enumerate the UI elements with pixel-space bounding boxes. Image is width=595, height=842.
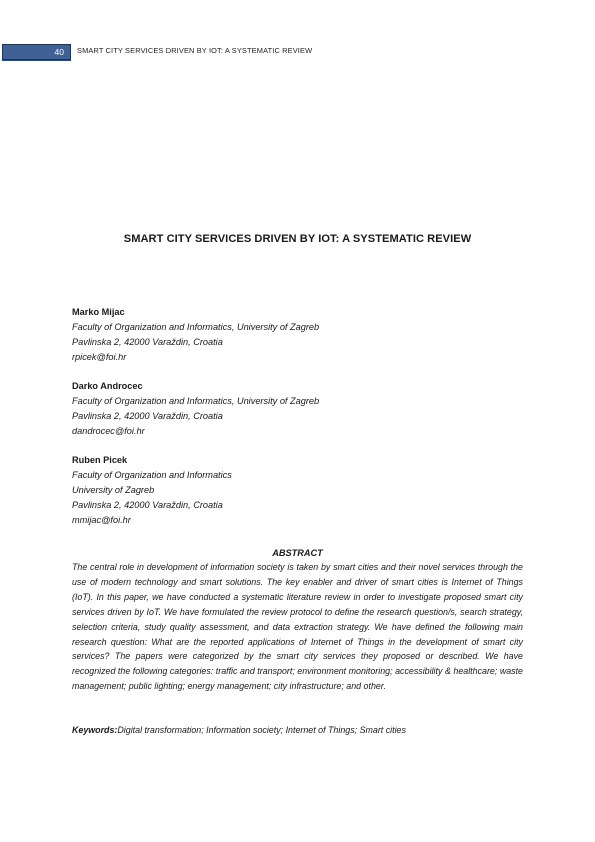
abstract-body: The central role in development of information society is taken by smart cities and their novel services through the use of modern technology and smart solutions. The key enabler and driver of smart cities is Internet of Things (IoT). In this paper, we have conducted a systematic literature review in order to investigate proposed smart city services driven by IoT. We have formulated the review protocol to define the research question/s, search strategy, selection criteria, study quality assessment, and data extraction strategy. We have defined the following main research question: What are the reported applications of Internet of Things in the development of smart city services? The papers were categorized by the smart city services they proposed or described. We have recognized the following categories: traffic and transport; environment monitoring; accessibility & healthcare; waste management; public lighting; energy management; city infrastructure; and other. [72, 562, 523, 692]
author-name: Ruben Picek [72, 455, 128, 465]
author-affiliation: Faculty of Organization and Informatics, University of Zagreb [72, 322, 320, 332]
page-number-bar [2, 44, 71, 60]
author-address: Pavlinska 2, 42000 Varaždin, Croatia [72, 500, 223, 510]
author-affiliation: Faculty of Organization and Informatics, University of Zagreb [72, 396, 320, 406]
author-address: Pavlinska 2, 42000 Varaždin, Croatia [72, 411, 223, 421]
author-email: dandrocec@foi.hr [72, 426, 145, 436]
paper-title: SMART CITY SERVICES DRIVEN BY IOT: A SYSTEMATIC REVIEW [123, 233, 472, 245]
keywords-line [72, 723, 523, 737]
author-university: University of Zagreb [72, 485, 155, 495]
keywords-label: Keywords: [72, 725, 118, 735]
author-block [72, 379, 532, 439]
author-email: mmijac@foi.hr [72, 515, 131, 525]
author-affiliation: Faculty of Organization and Informatics [72, 470, 232, 480]
author-block [72, 453, 532, 528]
running-head: SMART CITY SERVICES DRIVEN BY IOT: A SYSTEMATIC REVIEW [77, 46, 313, 55]
author-name: Darko Androcec [72, 381, 143, 391]
author-list [72, 305, 532, 542]
author-block [72, 305, 532, 365]
author-email: rpicek@foi.hr [72, 352, 127, 362]
abstract-heading: ABSTRACT [272, 548, 323, 558]
keywords-text: Digital transformation; Information society; Internet of Things; Smart cities [117, 725, 406, 735]
author-name: Marko Mijac [72, 307, 125, 317]
author-address: Pavlinska 2, 42000 Varaždin, Croatia [72, 337, 223, 347]
page-number: 40 [54, 47, 64, 57]
